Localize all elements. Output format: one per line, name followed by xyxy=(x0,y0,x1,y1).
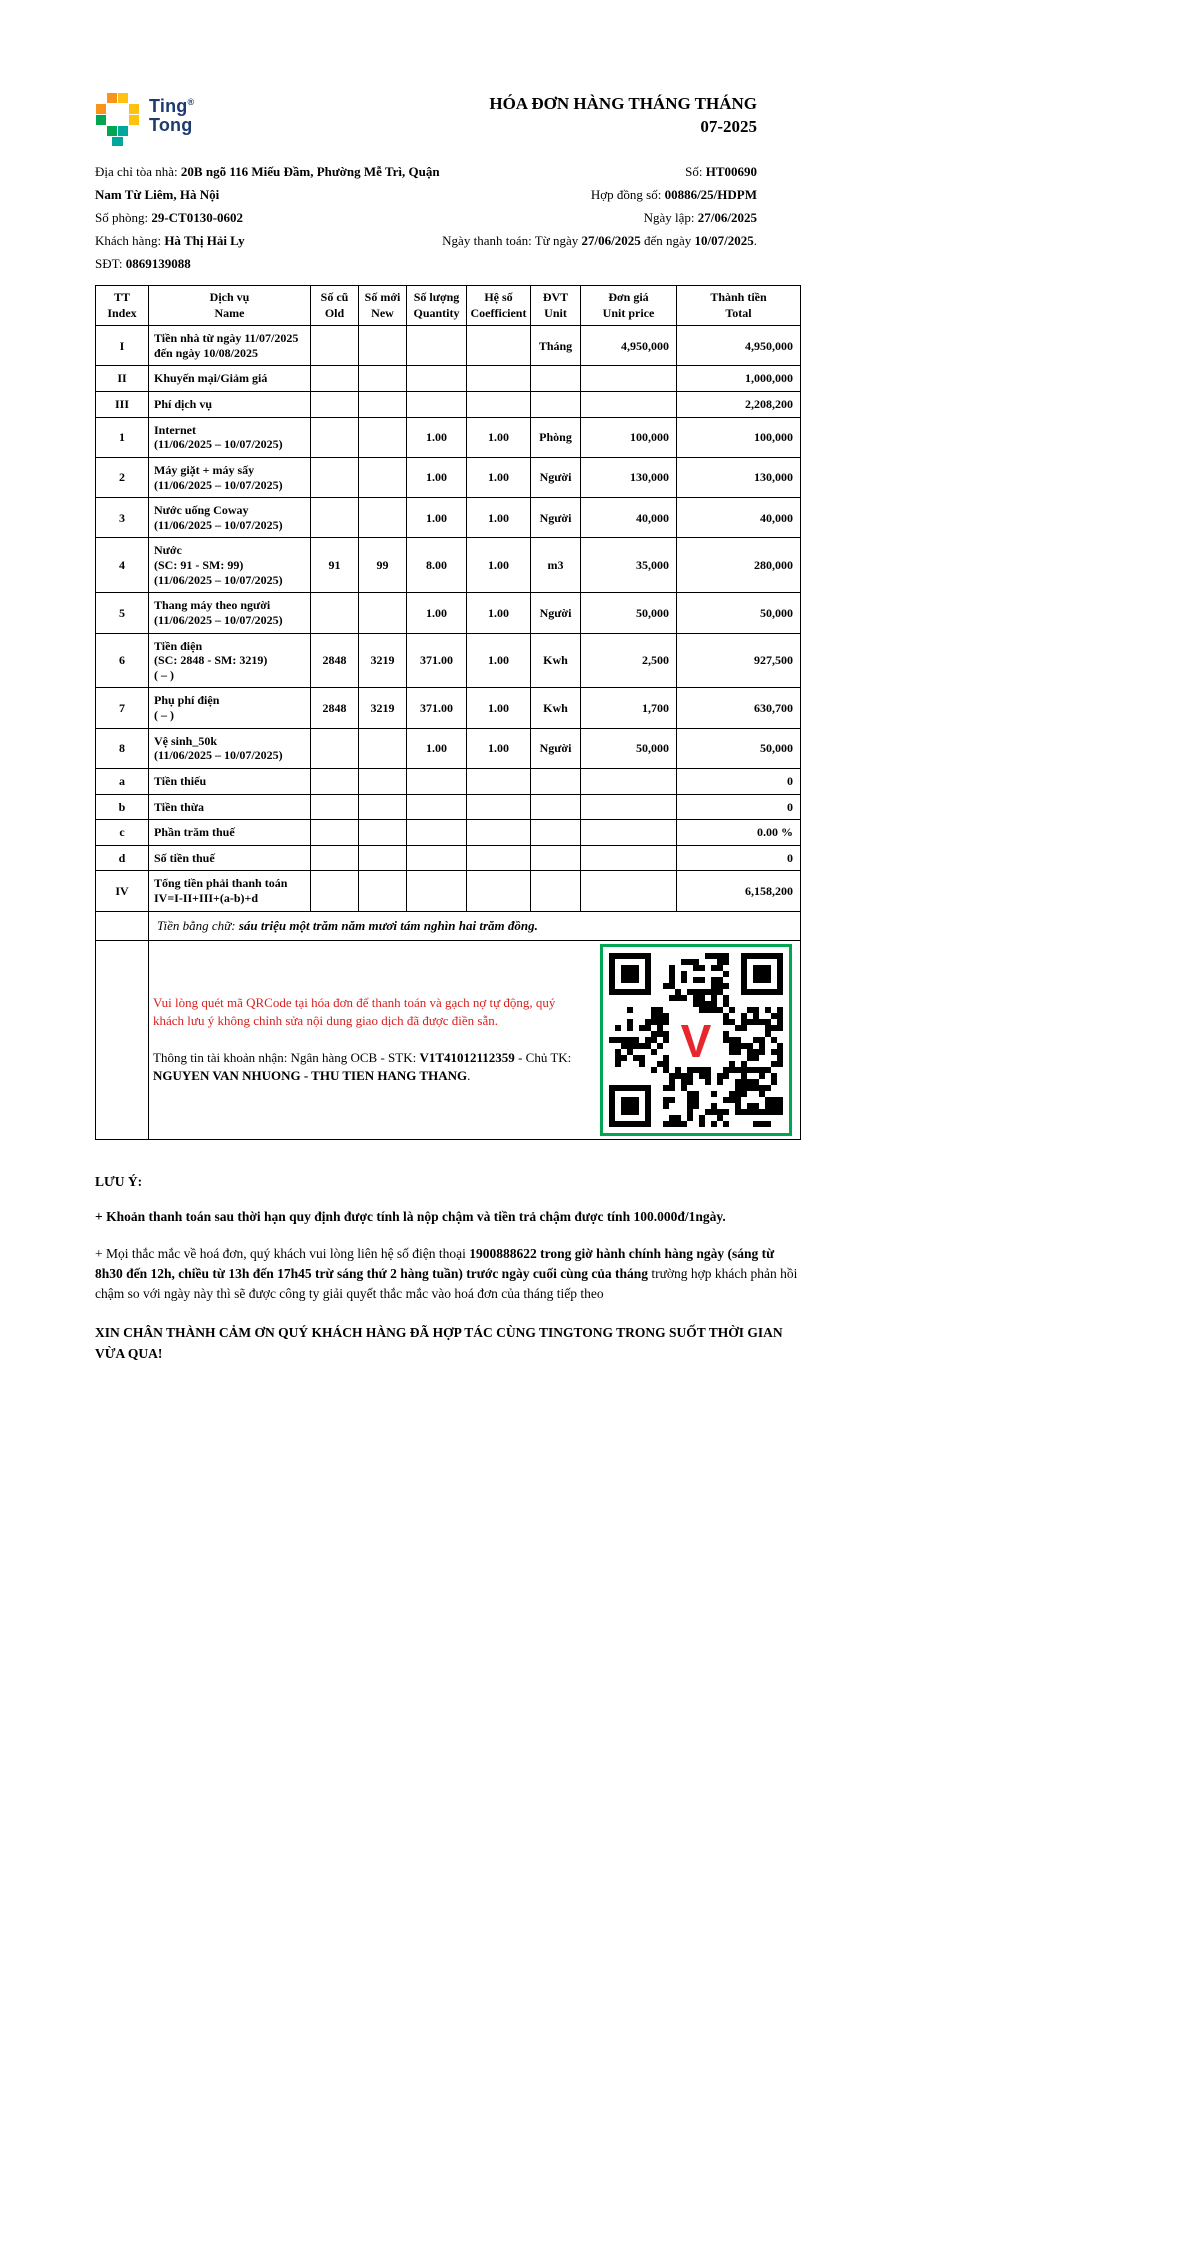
cell-unit xyxy=(531,768,581,794)
cell-qty: 1.00 xyxy=(407,457,467,497)
cell-coef: 1.00 xyxy=(467,728,531,768)
info-left xyxy=(95,160,440,275)
cell-qty xyxy=(407,845,467,871)
cell-qty xyxy=(407,326,467,366)
invoice-row xyxy=(96,794,801,820)
cell-qty xyxy=(407,871,467,911)
info-room-number: Số phòng: 29-CT0130-0602 xyxy=(95,210,244,225)
amount-in-words-value: sáu triệu một trăm năm mươi tám nghìn hai trăm đồng. xyxy=(238,917,538,933)
invoice-row xyxy=(96,457,801,497)
invoice-row xyxy=(96,633,801,688)
cell-tt: d xyxy=(96,845,149,871)
cell-coef xyxy=(467,820,531,846)
notes-heading: LƯU Ý: xyxy=(95,1173,143,1189)
cell-qty xyxy=(407,768,467,794)
cell-name: Khuyến mại/Giảm giá xyxy=(149,366,311,392)
qr-payment-warning: Vui lòng quét mã QRCode tại hóa đơn để thanh toán và gạch nợ tự động, quý khách lưu ý không chỉnh sửa nội dung giao dịch đã được điền sẵn. xyxy=(153,995,556,1029)
invoice-header xyxy=(95,93,800,147)
cell-tt: 4 xyxy=(96,538,149,593)
cell-old xyxy=(311,871,359,911)
cell-old xyxy=(311,417,359,457)
cell-old xyxy=(311,794,359,820)
payment-cell xyxy=(149,940,801,1139)
cell-coef xyxy=(467,326,531,366)
info-building-address: Địa chỉ tòa nhà: 20B ngõ 116 Miếu Đầm, Phường Mễ Trì, Quận Nam Từ Liêm, Hà Nội xyxy=(95,164,440,202)
column-header: Số cũ Old xyxy=(311,286,359,326)
cell-unit xyxy=(531,871,581,911)
qr-code-image xyxy=(609,953,783,1127)
cell-coef xyxy=(467,392,531,418)
cell-new xyxy=(359,392,407,418)
cell-unit: m3 xyxy=(531,538,581,593)
late-payment-note: + Khoản thanh toán sau thời hạn quy định được tính là nộp chậm và tiền trả chậm được tính 100.000đ/1ngày. xyxy=(95,1208,726,1224)
cell-qty xyxy=(407,794,467,820)
cell-unit: Người xyxy=(531,498,581,538)
cell-old xyxy=(311,593,359,633)
thank-you-message: XIN CHÂN THÀNH CẢM ƠN QUÝ KHÁCH HÀNG ĐÃ HỢP TÁC CÙNG TINGTONG TRONG SUỐT THỜI GIAN VỪA QUA! xyxy=(95,1325,783,1362)
invoice-row xyxy=(96,417,801,457)
cell-old xyxy=(311,366,359,392)
cell-name: Tiền điện (SC: 2848 - SM: 3219) ( – ) xyxy=(149,633,311,688)
invoice-row xyxy=(96,820,801,846)
cell-qty xyxy=(407,366,467,392)
invoice-row xyxy=(96,688,801,728)
cell-coef xyxy=(467,794,531,820)
cell-price: 2,500 xyxy=(581,633,677,688)
cell-coef: 1.00 xyxy=(467,688,531,728)
tingtong-logo xyxy=(95,93,194,147)
invoice-row xyxy=(96,845,801,871)
invoice-row xyxy=(96,498,801,538)
cell-tt: b xyxy=(96,794,149,820)
cell-tt: 1 xyxy=(96,417,149,457)
column-header: TT Index xyxy=(96,286,149,326)
cell-unit: Kwh xyxy=(531,688,581,728)
cell-coef: 1.00 xyxy=(467,593,531,633)
logo-wordmark: Ting® Tong xyxy=(149,96,195,136)
cell-old xyxy=(311,728,359,768)
cell-qty: 8.00 xyxy=(407,538,467,593)
cell-price xyxy=(581,845,677,871)
receiving-account-info: Thông tin tài khoản nhận: Ngân hàng OCB - STK: V1T41012112359 - Chủ TK: NGUYEN VAN NHUONG - THU TIEN HANG THANG. xyxy=(153,1049,572,1083)
cell-qty: 371.00 xyxy=(407,688,467,728)
invoice-row xyxy=(96,871,801,911)
info-right xyxy=(442,160,757,275)
cell-coef: 1.00 xyxy=(467,633,531,688)
tingtong-logo-icon xyxy=(95,93,142,147)
invoice-row xyxy=(96,538,801,593)
cell-total: 130,000 xyxy=(677,457,801,497)
cell-name: Nước uống Coway (11/06/2025 – 10/07/2025) xyxy=(149,498,311,538)
cell-old: 2848 xyxy=(311,688,359,728)
cell-tt: IV xyxy=(96,871,149,911)
cell-name: Tiền nhà từ ngày 11/07/2025 đến ngày 10/08/2025 xyxy=(149,326,311,366)
cell-unit xyxy=(531,794,581,820)
cell-total: 50,000 xyxy=(677,593,801,633)
cell-unit xyxy=(531,845,581,871)
cell-total: 40,000 xyxy=(677,498,801,538)
cell-new xyxy=(359,417,407,457)
cell-total: 100,000 xyxy=(677,417,801,457)
cell-new xyxy=(359,326,407,366)
cell-unit xyxy=(531,392,581,418)
cell-price: 1,700 xyxy=(581,688,677,728)
cell-coef: 1.00 xyxy=(467,417,531,457)
cell-new xyxy=(359,498,407,538)
column-header: Dịch vụ Name xyxy=(149,286,311,326)
payment-instructions xyxy=(153,994,581,1085)
cell-price xyxy=(581,392,677,418)
info-issue-date: Ngày lập: 27/06/2025 xyxy=(643,210,757,225)
cell-total: 0.00 % xyxy=(677,820,801,846)
cell-new xyxy=(359,593,407,633)
cell-total: 0 xyxy=(677,768,801,794)
cell-price xyxy=(581,366,677,392)
cell-total: 630,700 xyxy=(677,688,801,728)
cell-qty: 1.00 xyxy=(407,498,467,538)
cell-old xyxy=(311,457,359,497)
cell-old xyxy=(311,820,359,846)
cell-coef xyxy=(467,768,531,794)
cell-old: 2848 xyxy=(311,633,359,688)
cell-old xyxy=(311,845,359,871)
cell-tt: c xyxy=(96,820,149,846)
cell-name: Phí dịch vụ xyxy=(149,392,311,418)
cell-coef: 1.00 xyxy=(467,457,531,497)
cell-unit: Kwh xyxy=(531,633,581,688)
hotline-note: + Mọi thắc mắc về hoá đơn, quý khách vui lòng liên hệ số điện thoại 1900888622 trong giờ hành chính hàng ngày (sáng từ 8h30 đến 12h, chiều từ 13h đến 17h45 trừ sáng thứ 2 hàng tuần) trước ngày cuối cùng của tháng trường hợp khách phản hồi chậm so với ngày này thì sẽ được công ty giải quyết thắc mắc vào hoá đơn của tháng tiếp theo xyxy=(95,1245,798,1302)
cell-old xyxy=(311,498,359,538)
cell-name: Tiền thừa xyxy=(149,794,311,820)
cell-name: Internet (11/06/2025 – 10/07/2025) xyxy=(149,417,311,457)
cell-unit: Người xyxy=(531,593,581,633)
column-header: Số mới New xyxy=(359,286,407,326)
invoice-row xyxy=(96,593,801,633)
cell-total: 2,208,200 xyxy=(677,392,801,418)
cell-total: 4,950,000 xyxy=(677,326,801,366)
invoice-table xyxy=(95,285,801,1140)
cell-price xyxy=(581,768,677,794)
cell-new xyxy=(359,820,407,846)
invoice-footer xyxy=(95,1174,800,1366)
cell-total: 927,500 xyxy=(677,633,801,688)
cell-price: 4,950,000 xyxy=(581,326,677,366)
cell-unit xyxy=(531,366,581,392)
cell-qty xyxy=(407,820,467,846)
cell-new xyxy=(359,794,407,820)
column-header: Hệ số Coefficient xyxy=(467,286,531,326)
cell-new xyxy=(359,871,407,911)
cell-new xyxy=(359,728,407,768)
cell-price: 50,000 xyxy=(581,728,677,768)
cell-price xyxy=(581,820,677,846)
cell-price: 40,000 xyxy=(581,498,677,538)
cell-total: 0 xyxy=(677,845,801,871)
cell-coef xyxy=(467,845,531,871)
cell-tt: 2 xyxy=(96,457,149,497)
cell-tt: 6 xyxy=(96,633,149,688)
invoice-row xyxy=(96,392,801,418)
cell-new xyxy=(359,768,407,794)
amount-in-words xyxy=(149,911,801,940)
cell-unit: Người xyxy=(531,457,581,497)
cell-price xyxy=(581,794,677,820)
info-phone: SĐT: 0869139088 xyxy=(95,256,191,271)
invoice-sheet xyxy=(95,93,800,1365)
cell-price: 100,000 xyxy=(581,417,677,457)
cell-qty: 1.00 xyxy=(407,417,467,457)
cell-name: Tiền thiếu xyxy=(149,768,311,794)
cell-tt: III xyxy=(96,392,149,418)
cell-total: 1,000,000 xyxy=(677,366,801,392)
payment-qr-code xyxy=(600,944,792,1136)
cell-old xyxy=(311,326,359,366)
cell-name: Tổng tiền phải thanh toán IV=I-II+III+(a-b)+d xyxy=(149,871,311,911)
info-invoice-number: Số: HT00690 xyxy=(685,164,757,179)
cell-new xyxy=(359,366,407,392)
cell-coef xyxy=(467,366,531,392)
cell-total: 280,000 xyxy=(677,538,801,593)
cell-total: 0 xyxy=(677,794,801,820)
cell-unit: Người xyxy=(531,728,581,768)
invoice-row xyxy=(96,366,801,392)
cell-unit: Tháng xyxy=(531,326,581,366)
payment-row xyxy=(96,940,801,1139)
cell-price xyxy=(581,871,677,911)
table-header-row xyxy=(96,286,801,326)
cell-name: Phụ phí điện ( – ) xyxy=(149,688,311,728)
cell-name: Vệ sinh_50k (11/06/2025 – 10/07/2025) xyxy=(149,728,311,768)
info-payment-period: Ngày thanh toán: Từ ngày 27/06/2025 đến ngày 10/07/2025. xyxy=(442,233,757,248)
cell-price: 35,000 xyxy=(581,538,677,593)
cell-name: Máy giặt + máy sấy (11/06/2025 – 10/07/2025) xyxy=(149,457,311,497)
column-header: Thành tiền Total xyxy=(677,286,801,326)
cell-total: 50,000 xyxy=(677,728,801,768)
svg-text:V: V xyxy=(680,1014,712,1067)
cell-tt: a xyxy=(96,768,149,794)
cell-name: Số tiền thuế xyxy=(149,845,311,871)
invoice-info xyxy=(95,160,800,275)
invoice-row xyxy=(96,768,801,794)
cell-old xyxy=(311,768,359,794)
cell-total: 6,158,200 xyxy=(677,871,801,911)
cell-empty xyxy=(96,911,149,940)
cell-qty: 1.00 xyxy=(407,728,467,768)
cell-unit: Phòng xyxy=(531,417,581,457)
cell-name: Nước (SC: 91 - SM: 99) (11/06/2025 – 10/07/2025) xyxy=(149,538,311,593)
cell-price: 130,000 xyxy=(581,457,677,497)
info-contract-number: Hợp đồng số: 00886/25/HDPM xyxy=(590,187,757,202)
cell-old: 91 xyxy=(311,538,359,593)
cell-unit xyxy=(531,820,581,846)
document-title: HÓA ĐƠN HÀNG THÁNG THÁNG 07-2025 xyxy=(489,94,757,136)
cell-tt: 7 xyxy=(96,688,149,728)
cell-new: 3219 xyxy=(359,688,407,728)
cell-qty xyxy=(407,392,467,418)
cell-qty: 1.00 xyxy=(407,593,467,633)
cell-new xyxy=(359,845,407,871)
column-header: Số lượng Quantity xyxy=(407,286,467,326)
cell-tt: 5 xyxy=(96,593,149,633)
cell-coef xyxy=(467,871,531,911)
invoice-row xyxy=(96,728,801,768)
cell-tt: I xyxy=(96,326,149,366)
cell-price: 50,000 xyxy=(581,593,677,633)
cell-qty: 371.00 xyxy=(407,633,467,688)
cell-tt: II xyxy=(96,366,149,392)
cell-coef: 1.00 xyxy=(467,498,531,538)
amount-in-words-row xyxy=(96,911,801,940)
invoice-row xyxy=(96,326,801,366)
cell-tt: 8 xyxy=(96,728,149,768)
column-header: ĐVT Unit xyxy=(531,286,581,326)
column-header: Đơn giá Unit price xyxy=(581,286,677,326)
cell-new: 3219 xyxy=(359,633,407,688)
cell-old xyxy=(311,392,359,418)
info-customer-name: Khách hàng: Hà Thị Hải Ly xyxy=(95,233,245,248)
cell-empty xyxy=(96,940,149,1139)
cell-name: Phần trăm thuế xyxy=(149,820,311,846)
cell-tt: 3 xyxy=(96,498,149,538)
cell-coef: 1.00 xyxy=(467,538,531,593)
amount-in-words-label: Tiền bằng chữ: xyxy=(157,917,239,933)
cell-name: Thang máy theo người (11/06/2025 – 10/07/2025) xyxy=(149,593,311,633)
cell-new: 99 xyxy=(359,538,407,593)
cell-new xyxy=(359,457,407,497)
